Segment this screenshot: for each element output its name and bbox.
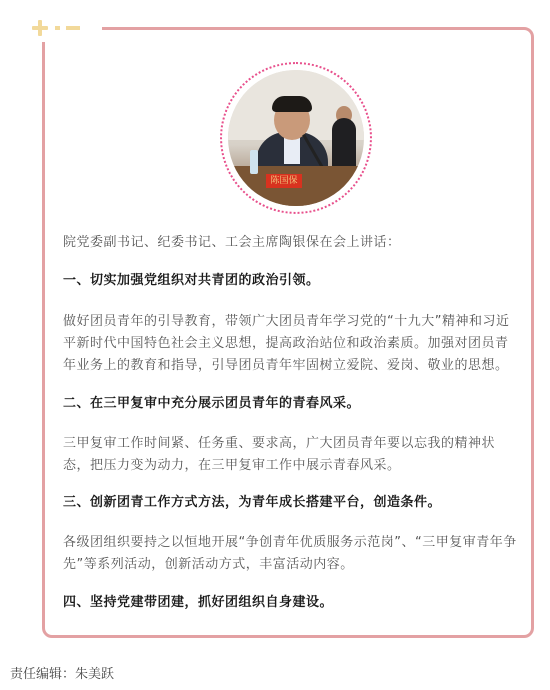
section-3-line-1: 各级团组织要持之以恒地开展“争创青年优质服务示范岗”、“三甲复审青年争 (63, 535, 517, 550)
speaker-photo (228, 70, 364, 206)
dash-decoration (66, 26, 80, 30)
plus-icon (32, 20, 48, 36)
speaker-photo-frame (220, 62, 372, 214)
section-3-line-2: 先”等系列活动，创新活动方式，丰富活动内容。 (63, 557, 354, 572)
corner-decoration (22, 16, 102, 42)
section-2-line-1: 三甲复审工作时间紧、任务重、要求高，广大团员青年要以忘我的精神状 (63, 436, 496, 451)
dot-decoration (55, 26, 60, 30)
section-2-line-2: 态，把压力变为动力，在三甲复审工作中展示青春风采。 (63, 458, 401, 473)
section-3-heading: 三、创新团青工作方式方法，为青年成长搭建平台，创造条件。 (63, 495, 442, 510)
section-1-line-2: 平新时代中国特色社会主义思想，提高政治站位和政治素质。加强对团员青 (63, 336, 509, 351)
section-2-heading: 二、在三甲复审中充分展示团员青年的青春风采。 (63, 396, 361, 411)
section-1-line-3: 年业务上的教育和指导，引导团员青年牢固树立爱院、爱岗、敬业的思想。 (63, 358, 509, 373)
nameplate: 陈国保 (266, 174, 302, 188)
section-1-heading: 一、切实加强党组织对共青团的政治引领。 (63, 273, 320, 288)
section-4-heading: 四、坚持党建带团建，抓好团组织自身建设。 (63, 595, 334, 610)
editor-credit: 责任编辑：朱美跃 (10, 667, 115, 682)
section-1-line-1: 做好团员青年的引导教育，带领广大团员青年学习党的“十九大”精神和习近 (63, 314, 510, 329)
intro-text: 院党委副书记、纪委书记、工会主席陶银保在会上讲话： (63, 235, 401, 250)
